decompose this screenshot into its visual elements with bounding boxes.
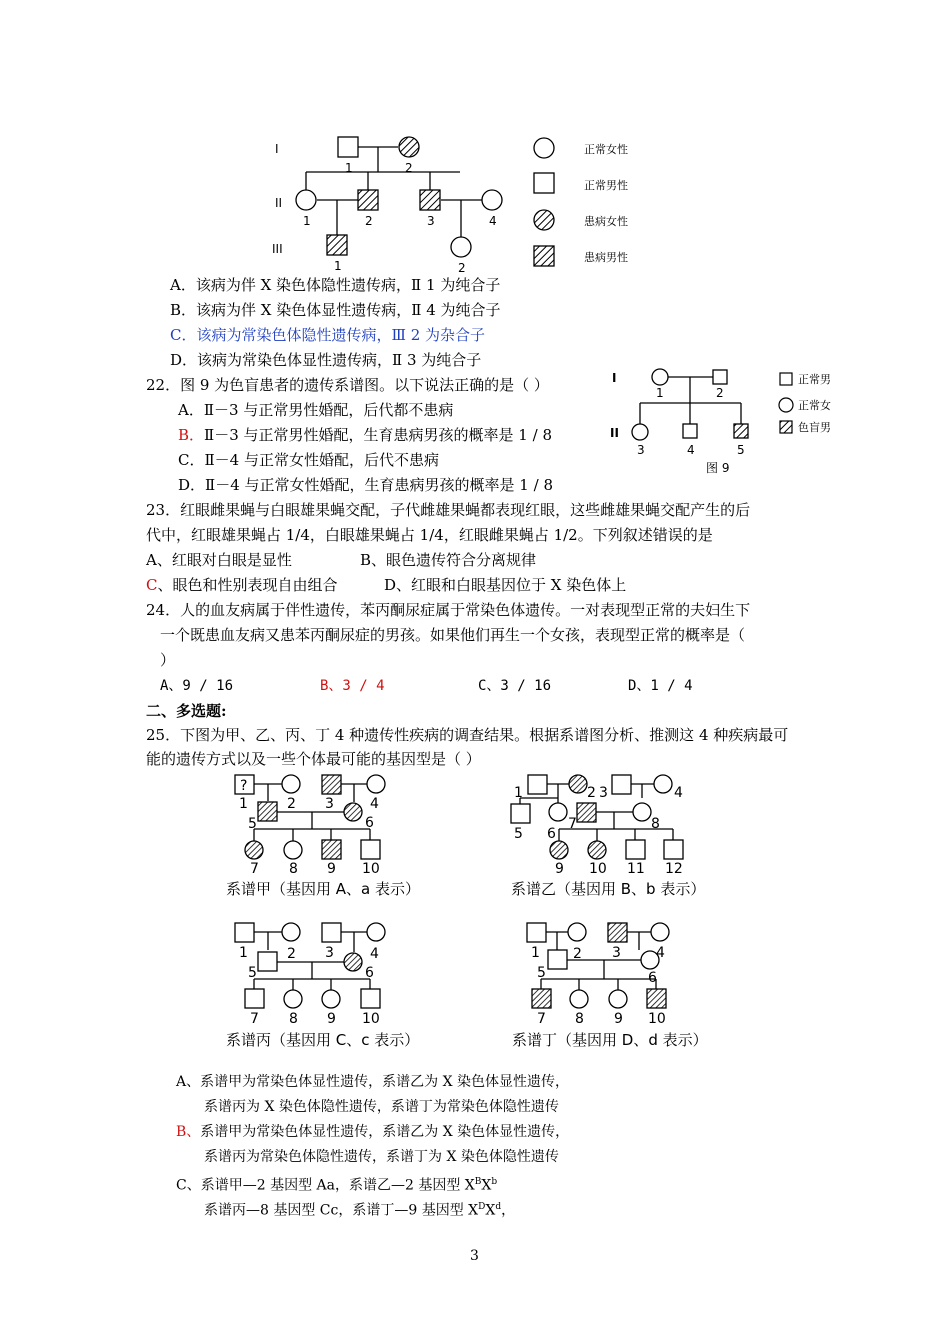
num: 3 (599, 785, 608, 801)
num: 7 (568, 816, 577, 832)
option-text: 系谱甲为常染色体显性遗传，系谱乙为 X 染色体显性遗传， (200, 1124, 570, 1140)
q25-option-c-line2 (204, 1197, 515, 1221)
num: 12 (665, 861, 683, 877)
q25-option-c (176, 1172, 497, 1196)
q24-option-a: A、9 / 16 (160, 678, 234, 694)
superscript: d (495, 1202, 502, 1212)
yi-7-affected-male (577, 803, 596, 822)
legend-label: 正常男性 (584, 179, 628, 192)
q22-stem: 22．图 9 为色盲患者的遗传系谱图。以下说法正确的是（ ） (146, 376, 549, 394)
num: 8 (575, 1011, 584, 1027)
yi-10-affected-female (588, 841, 606, 859)
num: 8 (289, 1011, 298, 1027)
num-label: 3 (427, 214, 435, 228)
q21-option-c: C．该病为常染色体隐性遗传病，Ⅲ 2 为杂合子 (170, 326, 486, 344)
option-text: Ⅱ－3 与正常男性婚配，后代都不患病 (203, 401, 454, 419)
num: 1 (239, 945, 248, 961)
num: 4 (656, 945, 665, 961)
caption-bing: 系谱丙（基因用 C、c 表示） (226, 1031, 420, 1049)
ding-5-normal-male (548, 950, 567, 969)
q23-option-a: A、红眼对白眼是显性 (146, 551, 292, 569)
question-mark: ? (240, 778, 248, 794)
bing-5-normal-male (258, 952, 277, 971)
num: 1 (531, 945, 540, 961)
jia-9-affected-male (322, 840, 341, 859)
gen-label-ii: II (275, 196, 283, 210)
num-label: 1 (303, 214, 311, 228)
jia-4-normal-female (367, 775, 385, 793)
bing-9-normal-female (322, 990, 340, 1008)
fig9-legend-label: 正常男 (798, 373, 831, 386)
num: 3 (612, 945, 621, 961)
genotype-x: X (481, 1177, 492, 1194)
num: 6 (365, 965, 374, 981)
bing-1-normal-male (235, 923, 254, 942)
fig9-num: 3 (637, 443, 645, 457)
q24-option-c: C、3 / 16 (478, 678, 552, 694)
legend-label: 患病男性 (584, 251, 628, 264)
option-letter: B． (178, 426, 205, 444)
num: 10 (362, 861, 380, 877)
num: 5 (537, 965, 546, 981)
option-letter: C、 (176, 1177, 201, 1194)
num: 8 (289, 861, 298, 877)
option-text: Ⅱ－4 与正常女性婚配，后代不患病 (204, 451, 439, 469)
q24-option-b: B、3 / 4 (320, 678, 385, 694)
jia-10-normal-male (361, 840, 380, 859)
q21-option-d: D．该病为常染色体显性遗传病，Ⅱ 3 为纯合子 (170, 351, 482, 369)
yi-3-normal-male (612, 775, 631, 794)
gen-label-iii: III (272, 242, 283, 256)
option-text: 、眼色和性别表现自由组合 (157, 576, 338, 594)
num: 6 (365, 815, 374, 831)
bing-7-normal-male (245, 989, 264, 1008)
num: 5 (248, 965, 257, 981)
num-label: 2 (365, 214, 373, 228)
ding-4-normal-female (651, 923, 669, 941)
jia-5-affected-male (258, 802, 277, 821)
superscript: b (491, 1177, 498, 1187)
bing-6-affected-female (344, 953, 362, 971)
num: 10 (362, 1011, 380, 1027)
num: 7 (537, 1011, 546, 1027)
q23-stem-line2: 代中，红眼雄果蝇占 1/4，白眼雄果蝇占 1/4，红眼雌果蝇占 1/2。下列叙述错误的是 (146, 526, 713, 544)
q25-stem-line1: 25．下图为甲、乙、丙、丁 4 种遗传性疾病的调查结果。根据系谱图分析、推测这 4 种疾病最可 (146, 726, 789, 744)
option-text: 系谱甲为常染色体显性遗传，系谱乙为 X 染色体显性遗传， (200, 1074, 569, 1090)
num-label: 1 (334, 259, 342, 273)
num: 10 (589, 861, 607, 877)
jia-7-affected-female (245, 841, 263, 859)
ding-8-normal-female (570, 990, 588, 1008)
num: 11 (627, 861, 645, 877)
ding-9-normal-female (609, 990, 627, 1008)
section-heading: 二、多选题: (146, 702, 227, 720)
num: 10 (648, 1011, 666, 1027)
superscript: D (478, 1202, 486, 1212)
yi-12-normal-male (664, 840, 683, 859)
fig9-gen-label: II (610, 426, 619, 440)
yi-2-affected-female (569, 775, 587, 793)
option-text: Ⅱ－3 与正常男性婚配，生育患病男孩的概率是 1 / 8 (204, 426, 552, 444)
caption-jia: 系谱甲（基因用 A、a 表示） (226, 880, 420, 898)
num: 9 (327, 861, 336, 877)
jia-2-normal-female (282, 775, 300, 793)
jia-8-normal-female (284, 841, 302, 859)
fig9-caption: 图 9 (706, 461, 730, 475)
q25-option-b (176, 1122, 569, 1142)
q25-option-a-line2: 系谱丙为 X 染色体隐性遗传，系谱丁为常染色体隐性遗传 (204, 1099, 559, 1115)
num: 6 (547, 826, 556, 842)
num: 5 (514, 826, 523, 842)
q24-stem-line2: 一个既患血友病又患苯丙酮尿症的男孩。如果他们再生一个女孩，表现型正常的概率是（ (160, 626, 746, 644)
yi-6-normal-female (549, 803, 567, 821)
num-label: 1 (345, 161, 353, 175)
legend-label: 患病女性 (584, 215, 628, 228)
jia-6-affected-female (344, 803, 362, 821)
q25-option-b-line2: 系谱丙为常染色体隐性遗传，系谱丁为 X 染色体隐性遗传 (204, 1149, 559, 1165)
num: 3 (325, 796, 334, 812)
ding-7-affected-male (532, 989, 551, 1008)
yi-11-normal-male (626, 840, 645, 859)
yi-5-normal-male (511, 804, 530, 823)
num: 8 (651, 816, 660, 832)
bing-2-normal-female (282, 923, 300, 941)
fig9-legend-label: 正常女 (798, 399, 831, 412)
bing-10-normal-male (361, 989, 380, 1008)
genotype-x: X (485, 1202, 496, 1219)
option-text: Ⅱ－4 与正常女性婚配，生育患病男孩的概率是 1 / 8 (205, 476, 553, 494)
num: 4 (370, 946, 379, 962)
num: 2 (287, 796, 296, 812)
yi-4-normal-female (654, 775, 672, 793)
num: 3 (325, 945, 334, 961)
q23-stem-line1: 23．红眼雌果蝇与白眼雄果蝇交配，子代雌雄果蝇都表现红眼，这些雌雄果蝇交配产生的后 (146, 501, 751, 519)
caption-ding: 系谱丁（基因用 D、d 表示） (512, 1031, 708, 1049)
option-letter: C (146, 576, 158, 594)
superscript: B (474, 1177, 482, 1187)
fig9-legend-label: 色盲男 (798, 421, 831, 434)
fig9-gen-label: I (612, 371, 617, 385)
fig9-num: 4 (687, 443, 695, 457)
yi-1-normal-male (528, 775, 547, 794)
q25-stem-line2: 能的遗传方式以及一些个体最可能的基因型是（ ） (146, 750, 481, 768)
option-letter: B、 (176, 1124, 201, 1140)
bing-3-normal-male (322, 923, 341, 942)
caption-yi: 系谱乙（基因用 B、b 表示） (511, 880, 706, 898)
option-letter: A、 (176, 1074, 201, 1090)
q24-stem-line1: 24．人的血友病属于伴性遗传，苯丙酮尿症属于常染色体遗传。一对表现型正常的夫妇生下 (146, 601, 751, 619)
num: 5 (248, 816, 257, 832)
num: 9 (614, 1011, 623, 1027)
q21-option-a: A．该病为伴 X 染色体隐性遗传病，Ⅱ 1 为纯合子 (170, 276, 501, 294)
fig9-num: 5 (737, 443, 745, 457)
bing-4-normal-female (367, 923, 385, 941)
option-text: 系谱甲—2 基因型 Aa，系谱乙—2 基因型 X (200, 1177, 475, 1194)
ding-2-normal-female (568, 923, 586, 941)
num-label: 4 (489, 214, 497, 228)
q21-option-b: B．该病为伴 X 染色体显性遗传病，Ⅱ 4 为纯合子 (170, 301, 501, 319)
num: 7 (250, 1011, 259, 1027)
ding-3-affected-male (608, 923, 627, 942)
num: 9 (327, 1011, 336, 1027)
yi-8-normal-female (633, 803, 651, 821)
num: 4 (370, 796, 379, 812)
fig9-num: 2 (716, 386, 724, 400)
q24-stem-line3: ） (160, 651, 176, 669)
num: 2 (573, 946, 582, 962)
comma: ， (501, 1202, 516, 1219)
num-label: 2 (458, 261, 466, 275)
num: 1 (239, 796, 248, 812)
num: 9 (555, 861, 564, 877)
q24-option-d: D、1 / 4 (628, 678, 693, 694)
q23-option-b: B、眼色遗传符合分离规律 (360, 551, 537, 569)
q25-option-a (176, 1072, 569, 1092)
num: 6 (648, 970, 657, 986)
gen-label-i: I (275, 142, 279, 156)
option-letter: D． (178, 476, 206, 494)
legend-label: 正常女性 (584, 143, 628, 156)
yi-9-affected-female (550, 841, 568, 859)
num: 7 (250, 861, 259, 877)
num: 1 (514, 785, 523, 801)
q23-option-d: D、红眼和白眼基因位于 X 染色体上 (384, 576, 627, 594)
option-letter: C． (178, 451, 205, 469)
num: 2 (587, 785, 596, 801)
option-letter: A． (178, 401, 204, 419)
page-number: 3 (470, 1248, 479, 1264)
num-label: 2 (405, 161, 413, 175)
ding-10-affected-male (647, 989, 666, 1008)
num: 4 (674, 785, 683, 801)
fig9-num: 1 (656, 386, 664, 400)
ding-1-normal-male (527, 923, 546, 942)
option-text: 系谱丙—8 基因型 Cc，系谱丁—9 基因型 X (204, 1202, 479, 1219)
num: 2 (287, 946, 296, 962)
jia-3-affected-male (322, 775, 341, 794)
bing-8-normal-female (284, 990, 302, 1008)
